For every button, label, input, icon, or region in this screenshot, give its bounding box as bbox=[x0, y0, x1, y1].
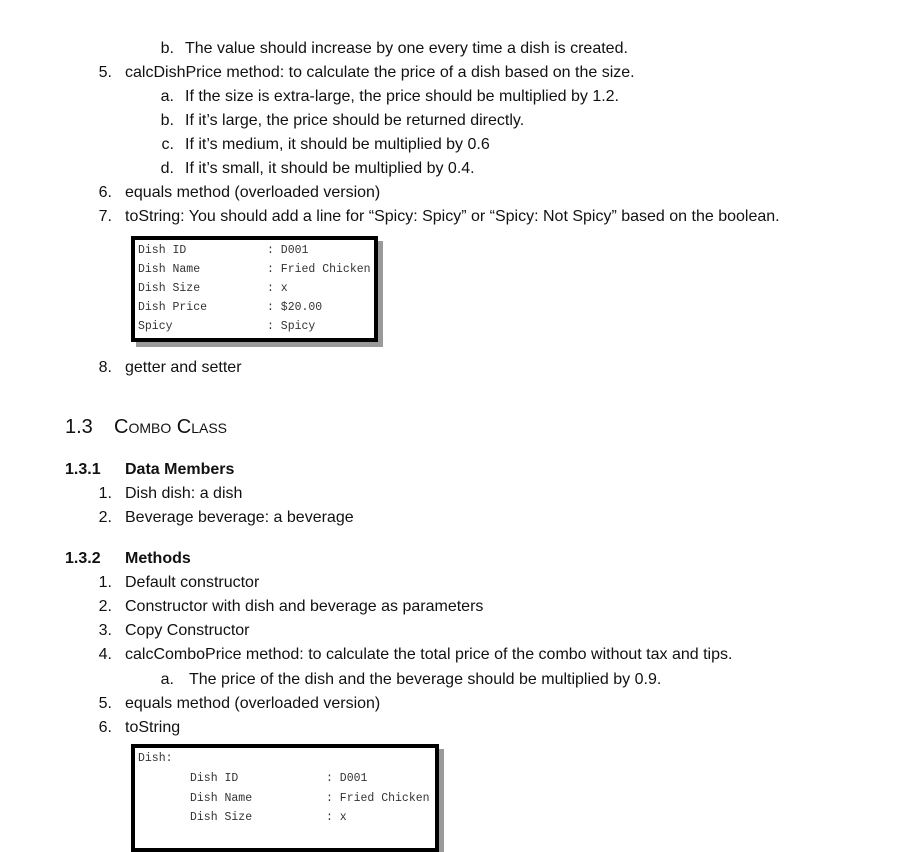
console-label: Spicy bbox=[138, 320, 173, 333]
console-label: Dish Size bbox=[138, 282, 201, 295]
list-marker: 6. bbox=[98, 184, 112, 201]
list-item-text: toString bbox=[125, 719, 181, 736]
list-marker: d. bbox=[160, 160, 174, 177]
dish-output-console bbox=[131, 236, 378, 342]
console-value: : x bbox=[326, 811, 347, 824]
list-item-text: If it’s large, the price should be returned directly. bbox=[185, 112, 525, 129]
list-marker: 7. bbox=[98, 208, 112, 225]
list-item-text: If the size is extra-large, the price should be multiplied by 1.2. bbox=[185, 88, 619, 105]
list-item-text: calcComboPrice method: to calculate the total price of the combo without tax and tips. bbox=[125, 646, 733, 663]
console-value: : D001 bbox=[267, 244, 309, 257]
list-item-text: equals method (overloaded version) bbox=[125, 695, 381, 712]
section-heading-number: 1.3 bbox=[65, 416, 93, 438]
list-item-text: Dish dish: a dish bbox=[125, 485, 243, 502]
list-item-text: equals method (overloaded version) bbox=[125, 184, 381, 201]
console-label: Dish ID bbox=[138, 244, 187, 257]
subsection-number: 1.3.1 bbox=[65, 461, 101, 478]
list-item-text: Copy Constructor bbox=[125, 622, 250, 639]
list-marker: 1. bbox=[98, 485, 112, 502]
list-marker: b. bbox=[160, 112, 174, 129]
list-item-text: The value should increase by one every time a dish is created. bbox=[185, 40, 628, 57]
console-value: : Spicy bbox=[267, 320, 316, 333]
list-item-text: getter and setter bbox=[125, 359, 242, 376]
list-marker: 8. bbox=[98, 359, 112, 376]
console-value: : $20.00 bbox=[267, 301, 323, 314]
list-item-text: Beverage beverage: a beverage bbox=[125, 509, 354, 526]
list-marker: a. bbox=[160, 88, 174, 105]
console-label: Dish Name bbox=[138, 263, 201, 276]
console-label: Dish ID bbox=[190, 772, 239, 785]
subsection-heading: Data Members bbox=[125, 461, 235, 478]
list-marker: 2. bbox=[98, 509, 112, 526]
list-marker: 1. bbox=[98, 574, 112, 591]
console-value: : Fried Chicken bbox=[326, 792, 430, 805]
list-item-text: toString: You should add a line for “Spicy: Spicy” or “Spicy: Not Spicy” based on the boolean. bbox=[125, 208, 780, 225]
list-marker: 5. bbox=[98, 695, 112, 712]
subsection-heading: Methods bbox=[125, 550, 191, 567]
list-marker: a. bbox=[160, 671, 174, 688]
list-item-text: Default constructor bbox=[125, 574, 260, 591]
list-marker: 3. bbox=[98, 622, 112, 639]
list-marker: 6. bbox=[98, 719, 112, 736]
list-marker: 2. bbox=[98, 598, 112, 615]
console-label: Dish Price bbox=[138, 301, 208, 314]
list-item-text: If it’s medium, it should be multiplied by 0.6 bbox=[185, 136, 490, 153]
list-item-text: calcDishPrice method: to calculate the price of a dish based on the size. bbox=[125, 64, 635, 81]
list-item-text: Constructor with dish and beverage as parameters bbox=[125, 598, 484, 615]
list-item-text: If it’s small, it should be multiplied by 0.4. bbox=[185, 160, 475, 177]
console-value: : D001 bbox=[326, 772, 368, 785]
list-marker: 5. bbox=[98, 64, 112, 81]
combo-output-console bbox=[131, 744, 439, 852]
subsection-number: 1.3.2 bbox=[65, 550, 101, 567]
list-marker: c. bbox=[161, 136, 174, 153]
console-label: Dish Name bbox=[190, 792, 253, 805]
console-header: Dish: bbox=[138, 752, 173, 765]
console-value: : x bbox=[267, 282, 288, 295]
list-item-text: The price of the dish and the beverage should be multiplied by 0.9. bbox=[189, 671, 662, 688]
console-value: : Fried Chicken bbox=[267, 263, 371, 276]
list-marker: 4. bbox=[98, 646, 112, 663]
console-label: Dish Size bbox=[190, 811, 253, 824]
section-heading: Combo Class bbox=[114, 416, 228, 438]
list-marker: b. bbox=[160, 40, 174, 57]
